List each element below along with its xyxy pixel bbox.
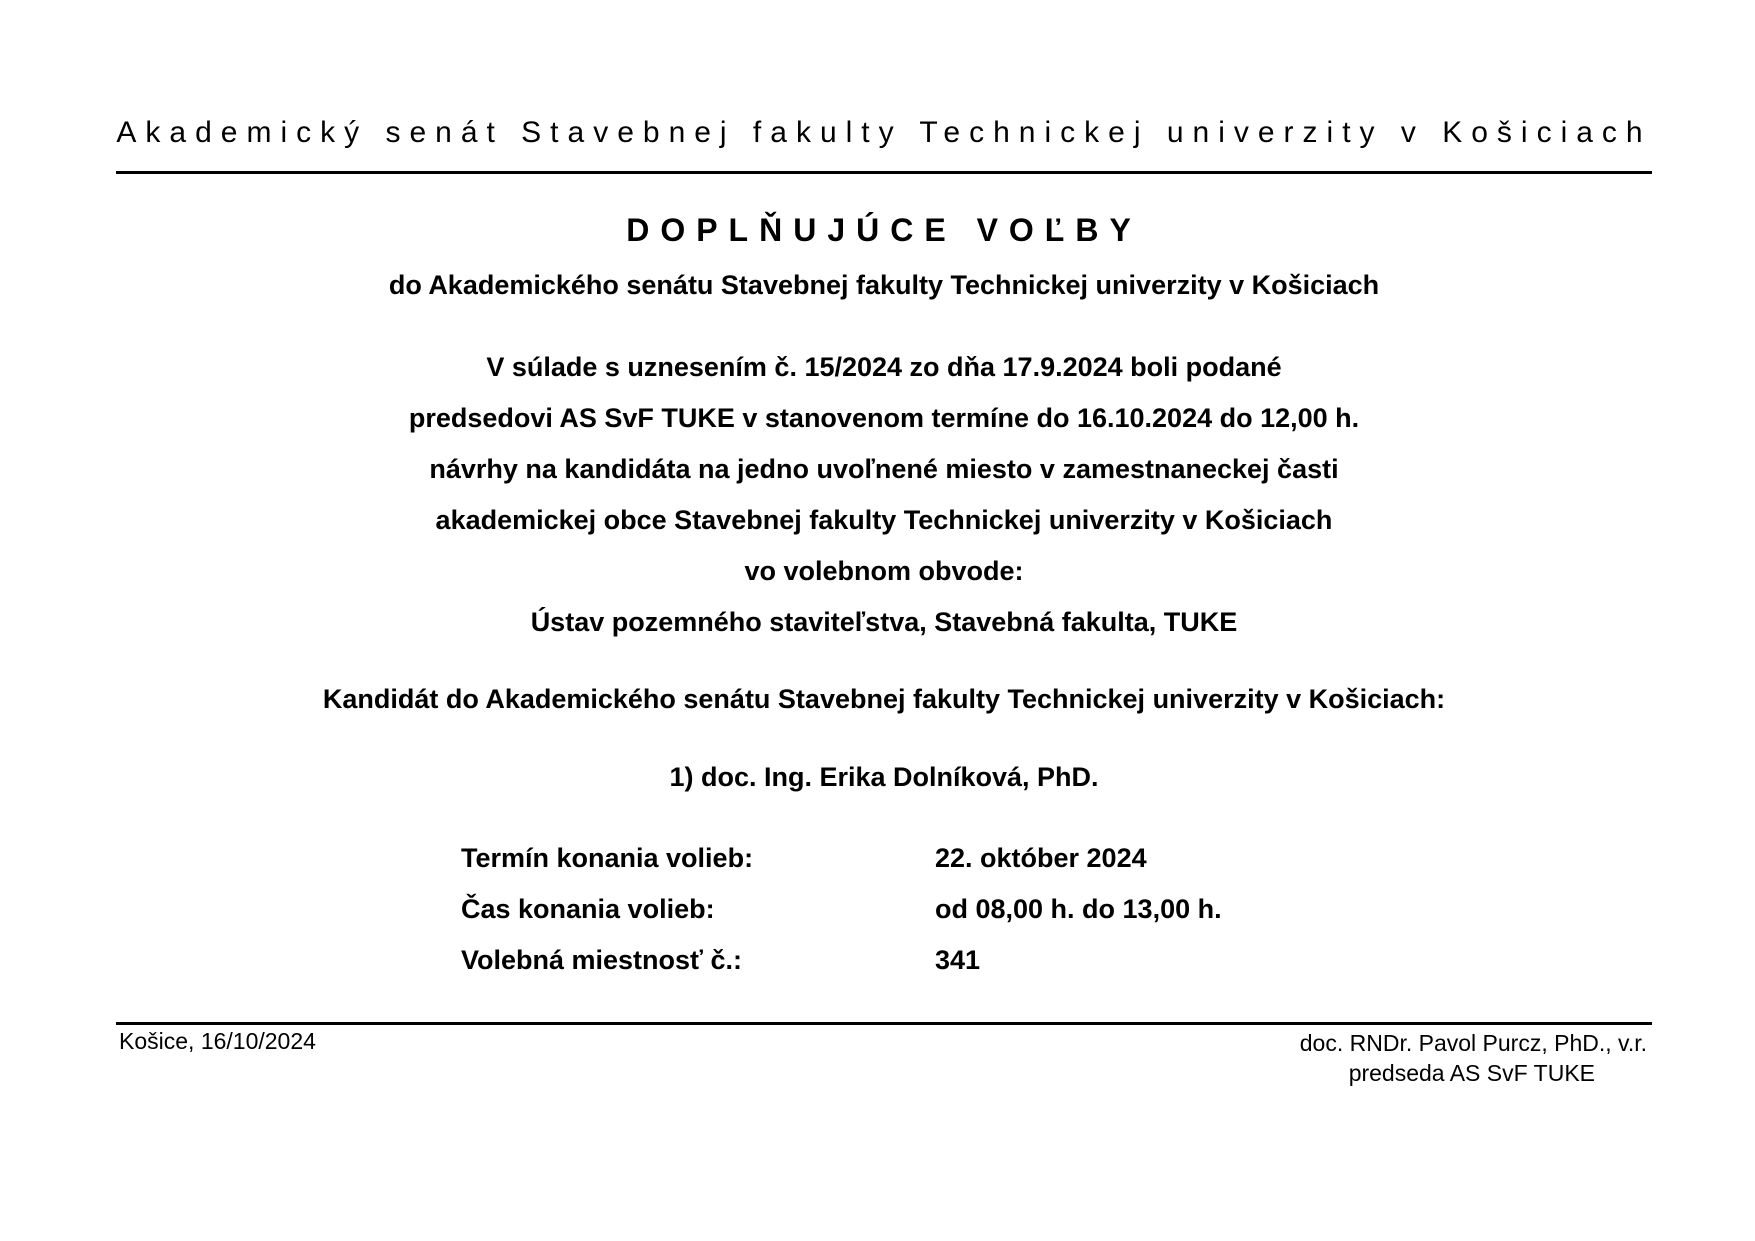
- notice-title: DOPLŇUJÚCE VOĽBY: [626, 212, 1142, 248]
- notice-body: [116, 349, 1652, 655]
- organization-header: Akademický senát Stavebnej fakulty Technickej univerzity v Košiciach: [116, 116, 1652, 149]
- electoral-district: Ústav pozemného staviteľstva, Stavebná fakulta, TUKE: [530, 607, 1238, 637]
- election-time-value: od 08,00 h. do 13,00 h.: [935, 894, 1222, 924]
- body-line: predsedovi AS SvF TUKE v stanovenom termíne do 16.10.2024 do 12,00 h.: [408, 403, 1360, 433]
- signature-block: [1300, 1028, 1647, 1088]
- signatory-role: predseda AS SvF TUKE: [1348, 1060, 1595, 1086]
- body-line: návrhy na kandidáta na jedno uvoľnené miesto v zamestnaneckej časti: [429, 454, 1339, 484]
- notice-subtitle: do Akademického senátu Stavebnej fakulty Technickej univerzity v Košiciach: [388, 270, 1380, 300]
- candidate-heading: Kandidát do Akademického senátu Stavebnej fakulty Technickej univerzity v Košiciach:: [322, 684, 1446, 714]
- election-room-label: Volebná miestnosť č.:: [461, 945, 742, 975]
- footer-divider: [116, 1022, 1652, 1025]
- election-room-value: 341: [935, 945, 981, 975]
- header-divider: [116, 171, 1652, 174]
- election-time-label: Čas konania volieb:: [461, 894, 715, 924]
- body-line: vo volebnom obvode:: [744, 556, 1024, 586]
- election-date-label: Termín konania volieb:: [461, 843, 754, 873]
- body-line: V súlade s uznesením č. 15/2024 zo dňa 17.9.2024 boli podané: [486, 352, 1282, 382]
- place-and-date: Košice, 16/10/2024: [119, 1028, 316, 1054]
- election-date-value: 22. október 2024: [935, 843, 1147, 873]
- body-line: akademickej obce Stavebnej fakulty Technickej univerzity v Košiciach: [435, 505, 1333, 535]
- candidate-list-item: 1) doc. Ing. Erika Dolníková, PhD.: [669, 762, 1099, 792]
- signatory-name: doc. RNDr. Pavol Purcz, PhD., v.r.: [1299, 1030, 1647, 1056]
